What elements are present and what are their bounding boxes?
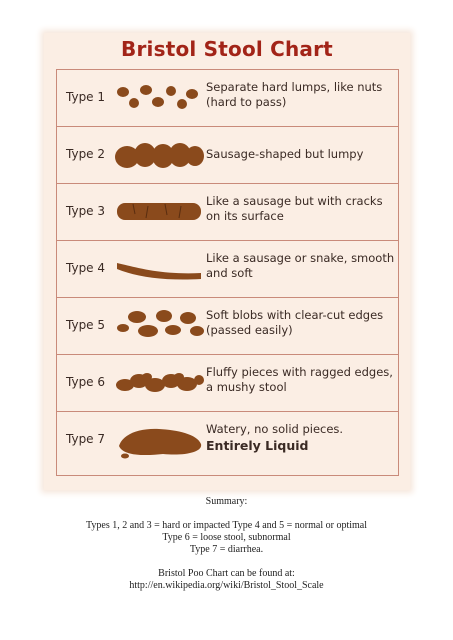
row-description: Sausage-shaped but lumpy: [206, 147, 364, 161]
type-6-stool-icon: [115, 355, 205, 412]
row-label: Type 4: [66, 261, 106, 275]
chart-row-type-3: [57, 184, 398, 241]
row-description: Fluffy pieces with ragged edges, a mushy stool: [206, 365, 393, 394]
summary-line-3: Type 7 = diarrhea.: [189, 544, 264, 555]
type-5-stool-icon: [115, 298, 205, 355]
row-label: Type 3: [66, 204, 106, 218]
entirely-liquid-label: Entirely Liquid: [206, 438, 309, 453]
row-label: Type 5: [66, 318, 106, 332]
row-description: Like a sausage but with cracks on its surface: [206, 194, 383, 223]
chart-row-type-6: [57, 355, 398, 412]
type-7-stool-icon: [115, 412, 205, 469]
type-2-stool-icon: [115, 127, 205, 184]
chart-row-type-7: [57, 412, 398, 469]
row-description: Like a sausage or snake, smooth and soft: [206, 251, 395, 280]
source-url-link[interactable]: http://en.wikipedia.org/wiki/Bristol_Stool_Scale: [129, 580, 324, 591]
bristol-chart-image: [44, 33, 410, 490]
row-label: Type 6: [66, 375, 106, 389]
row-description: Soft blobs with clear-cut edges (passed easily): [206, 308, 384, 337]
summary-line-2: Type 6 = loose stool, subnormal: [162, 532, 291, 543]
chart-title: Bristol Stool Chart: [121, 37, 333, 61]
row-label: Type 1: [66, 90, 106, 104]
row-description: Separate hard lumps, like nuts (hard to pass): [206, 80, 383, 109]
row-label: Type 7: [66, 432, 106, 446]
chart-row-type-1: [57, 70, 398, 127]
row-description: Watery, no solid pieces. Entirely Liquid: [206, 422, 396, 453]
source-label: Bristol Poo Chart can be found at:: [158, 568, 295, 579]
chart-row-type-2: [57, 127, 398, 184]
row-label: Type 2: [66, 147, 106, 161]
type-1-stool-icon: [115, 70, 205, 127]
summary-heading: Summary:: [205, 496, 248, 507]
type-3-stool-icon: [115, 184, 205, 241]
type-4-stool-icon: [115, 241, 205, 298]
chart-table: [56, 69, 399, 476]
chart-row-type-5: [57, 298, 398, 355]
summary-section: [0, 496, 453, 592]
chart-row-type-4: [57, 241, 398, 298]
summary-line-1: Types 1, 2 and 3 = hard or impacted Type 4 and 5 = normal or optimal: [85, 520, 368, 531]
